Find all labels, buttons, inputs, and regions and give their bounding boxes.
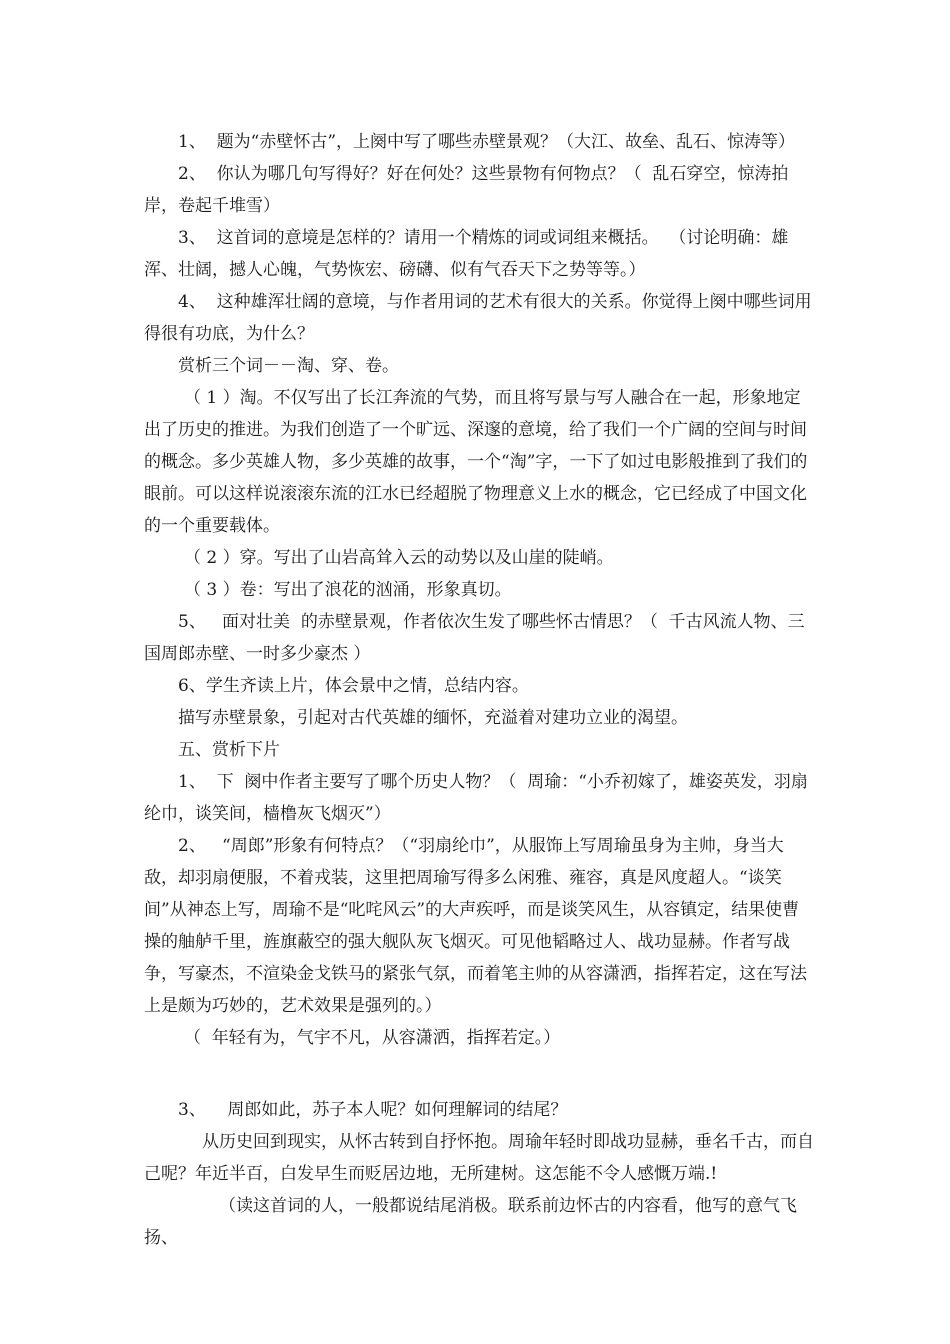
analysis-heading: 赏析三个词－－淘、穿、卷。 — [178, 356, 399, 376]
part2-question-3: 3、 周郎如此，苏子本人呢？如何理解词的结尾？ — [178, 1100, 568, 1120]
question-4: 4、 这种雄浑壮阔的意境，与作者用词的艺术有很大的关系。你觉得上阕中哪些词用得很有功底，为什么？ — [144, 292, 812, 344]
part2-answer-3: 从历史回到现实，从怀古转到自抒怀抱。周瑜年轻时即战功显赫，垂名千古，而自己呢？年近半百，白发早生而贬居边地，无所建树。这怎能不令人感慨万端.! — [144, 1132, 814, 1184]
document-body — [144, 126, 814, 1254]
summary-text: 描写赤壁景象，引起对古代英雄的缅怀，充溢着对建功立业的渴望。 — [178, 708, 688, 728]
analysis-item-2: （ 2 ）穿。写出了山岩高耸入云的动势以及山崖的陡峭。 — [184, 548, 614, 568]
analysis-item-3: （ 3 ）卷：写出了浪花的汹涌，形象真切。 — [184, 580, 512, 600]
question-5: 5、 面对壮美 的赤壁景观，作者依次生发了哪些怀古情思？（ 千古风流人物、三国周郎赤壁、一时多少豪杰 ） — [144, 612, 805, 664]
part2-answer-2: （ 年轻有为，气宇不凡，从容潇洒，指挥若定。） — [184, 1028, 561, 1048]
part2-question-2: 2、 “周郎”形象有何特点？（“羽扇纶巾”，从服饰上写周瑜虽身为主帅，身当大敌，却羽扇便服，不着戎装，这里把周瑜写得多么闲雅、雍容，真是风度超人。“谈笑间”从神态上写，周瑜不是“叱咤风云”的大声疾呼，而是谈笑风生，从容镇定，结果使曹操的舳舻千里，旌旗蔽空的强大舰队灰飞烟灭。可见他韬略过人、战功显赫。作者写战争，写豪杰，不渲染金戈铁马的紧张气氛，而着笔主帅的从容潇洒，指挥若定，这在写法上是颇为巧妙的，艺术效果是强列的。） — [144, 836, 807, 1016]
blank-line — [144, 1054, 814, 1094]
section-5-heading: 五、赏析下片 — [178, 740, 280, 760]
part2-question-1: 1、 下 阕中作者主要写了哪个历史人物？（ 周瑜：“小乔初嫁了，雄姿英发，羽扇纶巾，谈笑间，樯橹灰飞烟灭”） — [144, 772, 808, 824]
question-1: 1、 题为“赤壁怀古”，上阕中写了哪些赤壁景观？（大江、故垒、乱石、惊涛等） — [178, 132, 796, 152]
question-2: 2、 你认为哪几句写得好？好在何处？这些景物有何物点？（ 乱石穿空，惊涛拍岸，卷起千堆雪） — [144, 164, 789, 216]
analysis-item-1: （ 1 ）淘。不仅写出了长江奔流的气势，而且将写景与写人融合在一起，形象地定出了历史的推进。为我们创造了一个旷远、深邃的意境，给了我们一个广阔的空间与时间的概念。多少英雄人物，多少英雄的故事，一个“淘”字，一下了如过电影般推到了我们的眼前。可以这样说滚滚东流的江水已经超脱了物理意义上水的概念，它已经成了中国文化的一个重要载体。 — [144, 388, 808, 536]
question-6: 6、学生齐读上片，体会景中之情，总结内容。 — [178, 676, 529, 696]
part2-note: （读这首词的人，一般都说结尾消极。联系前边怀古的内容看，他写的意气飞扬、 — [144, 1196, 797, 1248]
question-3: 3、 这首词的意境是怎样的？请用一个精炼的词或词组来概括。 （讨论明确：雄浑、壮阔，撼人心魄，气势恢宏、磅礴、似有气吞天下之势等等。） — [144, 228, 789, 280]
